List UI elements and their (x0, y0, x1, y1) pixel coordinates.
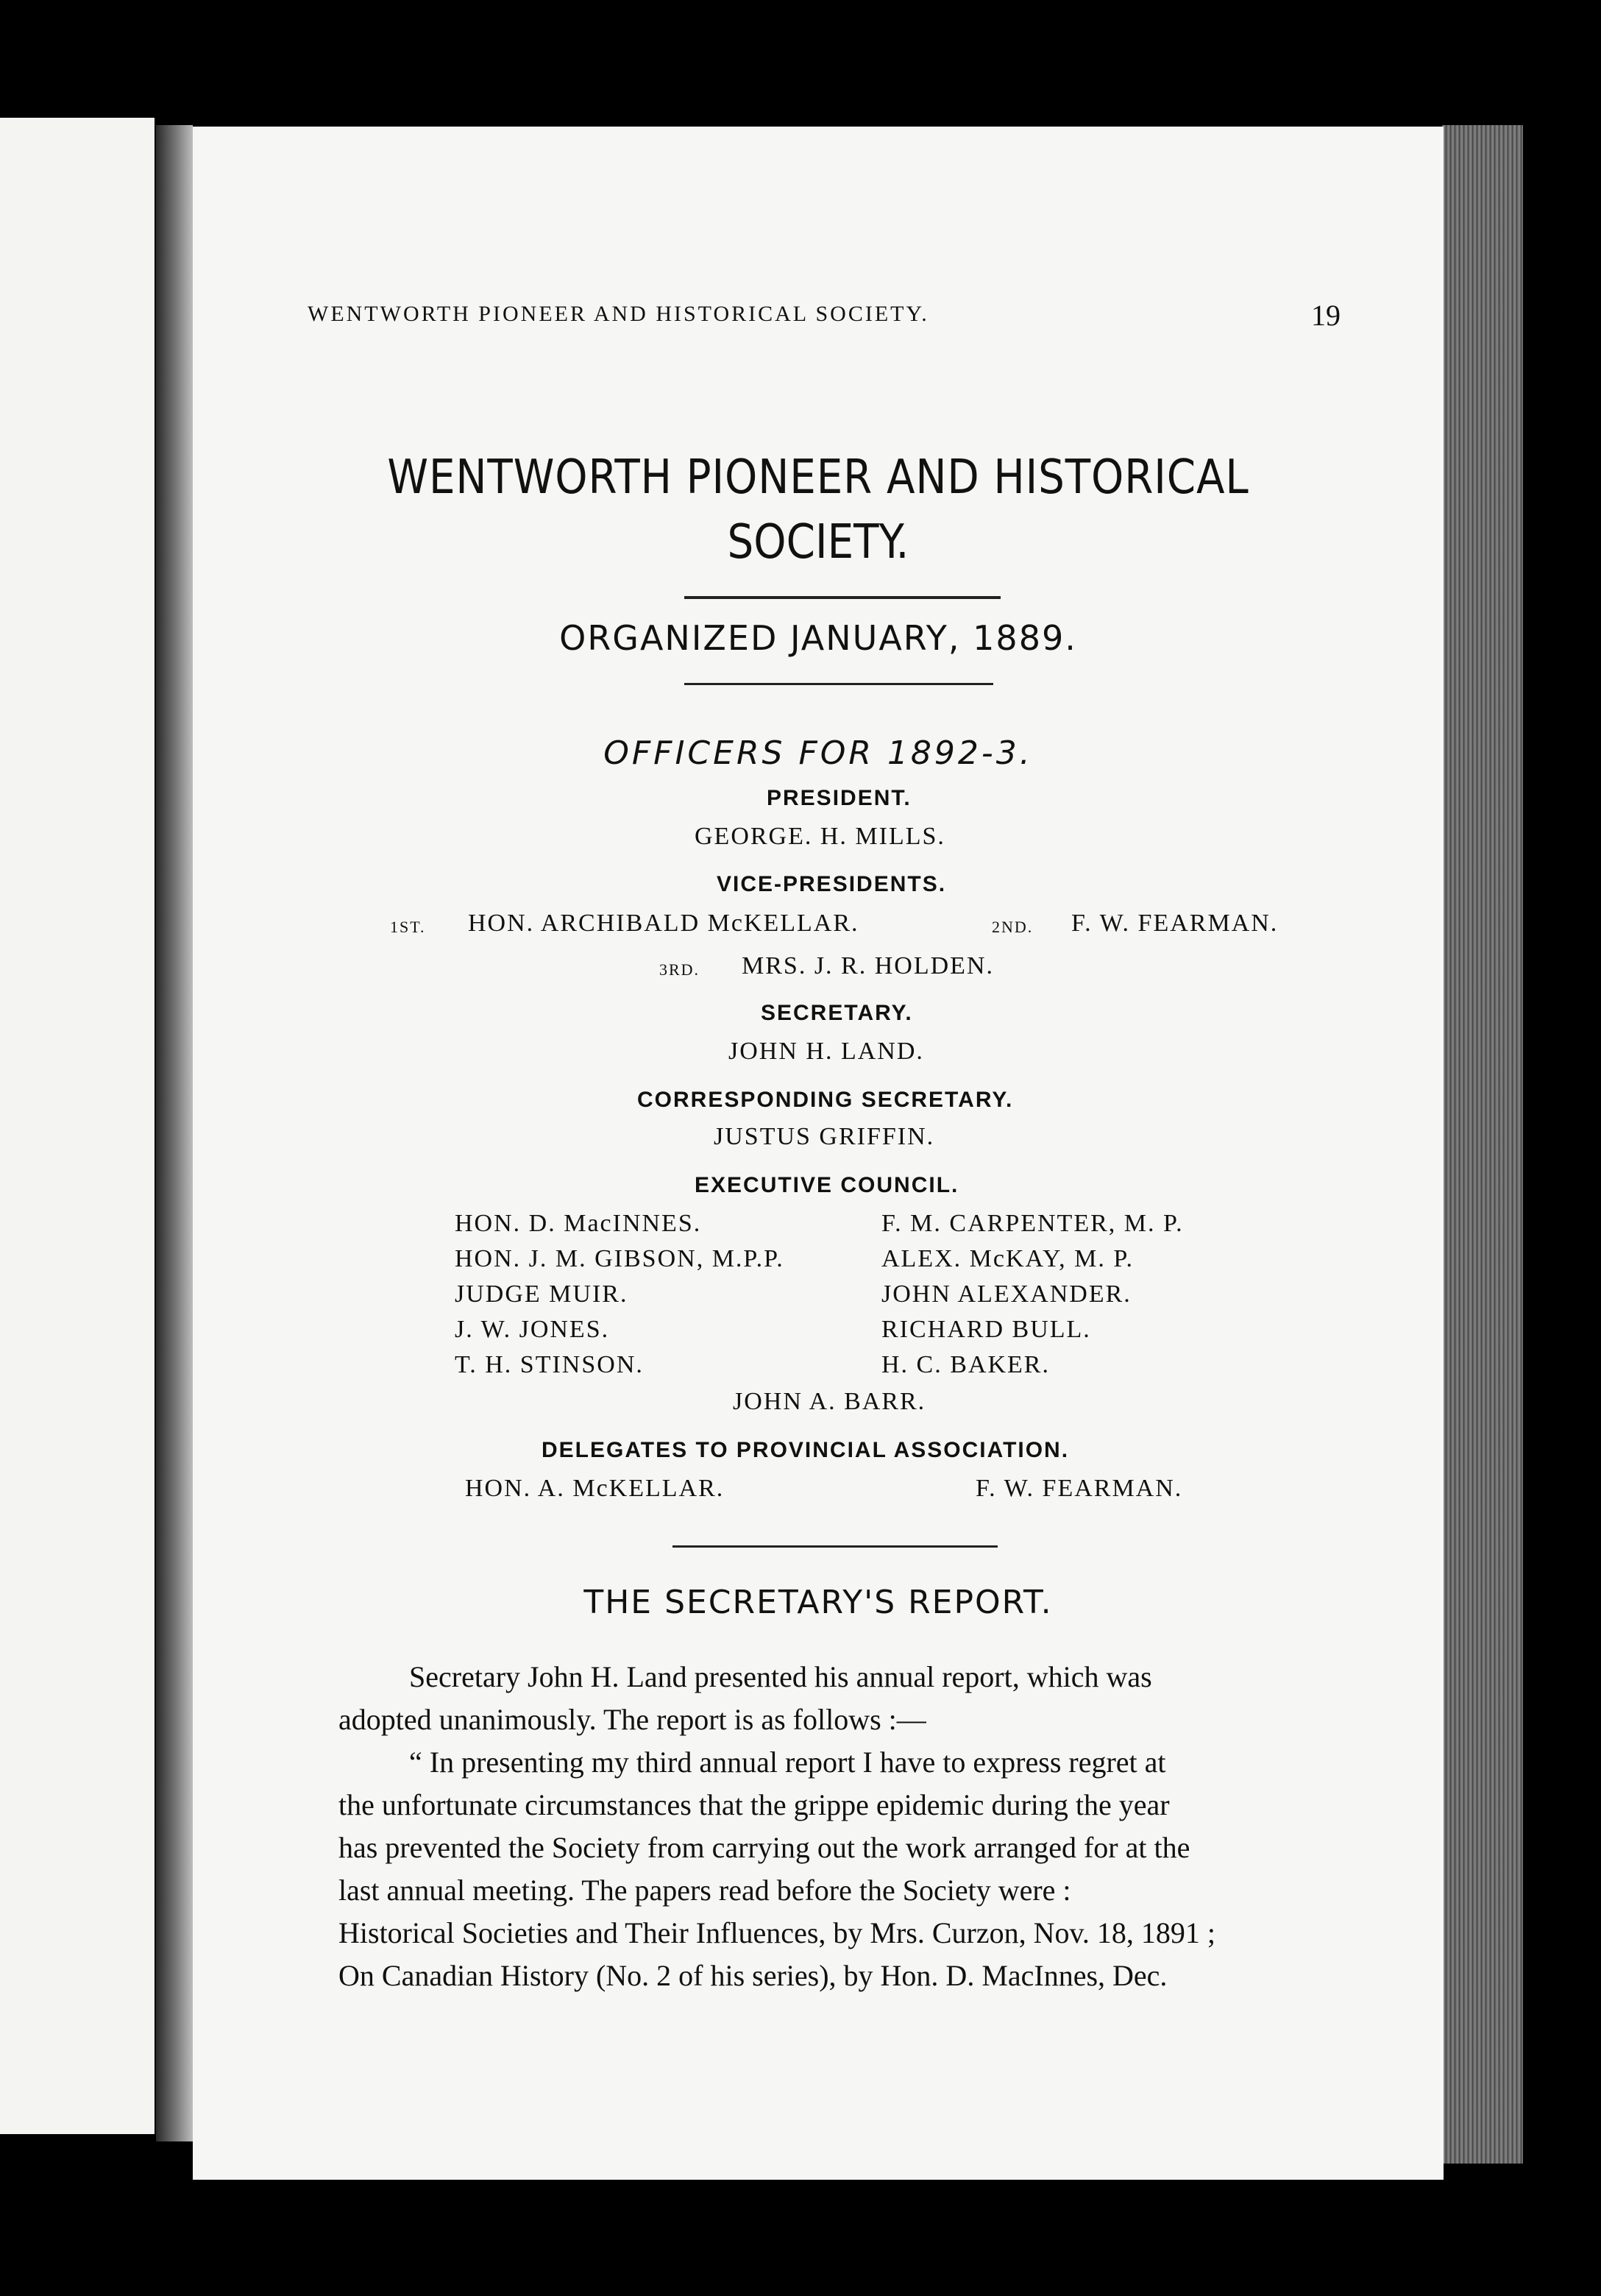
president-heading: PRESIDENT. (767, 786, 912, 810)
book-gutter (156, 125, 193, 2141)
vp-third-label: 3RD. (659, 960, 700, 979)
corresponding-secretary-heading: CORRESPONDING SECRETARY. (637, 1088, 1014, 1112)
report-line: the unfortunate circumstances that the grippe epidemic during the year (338, 1788, 1170, 1821)
organized-date: ORGANIZED JANUARY, 1889. (559, 618, 1077, 658)
page-number: 19 (1311, 299, 1341, 332)
left-page-edge (0, 118, 155, 2134)
council-member: H. C. BAKER. (881, 1351, 1050, 1378)
council-member: JOHN A. BARR. (733, 1388, 926, 1415)
corresponding-secretary-name: JUSTUS GRIFFIN. (714, 1123, 935, 1150)
report-line: Secretary John H. Land presented his annual report, which was (409, 1660, 1152, 1693)
vp-second-label: 2ND. (992, 918, 1034, 936)
running-head: WENTWORTH PIONEER AND HISTORICAL SOCIETY. (308, 302, 929, 326)
officers-heading: OFFICERS FOR 1892-3. (603, 734, 1033, 772)
council-member: HON. D. MacINNES. (455, 1210, 702, 1237)
council-member: T. H. STINSON. (455, 1351, 644, 1378)
page-title-line1: WENTWORTH PIONEER AND HISTORICAL (387, 450, 1249, 505)
council-member: JOHN ALEXANDER. (881, 1280, 1132, 1308)
report-line: has prevented the Society from carrying out the work arranged for at the (338, 1831, 1190, 1864)
vp-first-label: 1ST. (390, 918, 426, 936)
report-line: last annual meeting. The papers read before the Society were : (338, 1874, 1071, 1907)
report-line: adopted unanimously. The report is as follows :— (338, 1703, 926, 1736)
report-line: Historical Societies and Their Influences, by Mrs. Curzon, Nov. 18, 1891 ; (338, 1916, 1215, 1949)
executive-council-heading: EXECUTIVE COUNCIL. (695, 1173, 959, 1197)
vice-presidents-heading: VICE-PRESIDENTS. (717, 872, 947, 896)
vp-second-name: F. W. FEARMAN. (1071, 910, 1279, 937)
delegate-name: F. W. FEARMAN. (976, 1475, 1183, 1502)
council-member: ALEX. McKAY, M. P. (881, 1245, 1134, 1272)
council-member: HON. J. M. GIBSON, M.P.P. (455, 1245, 784, 1272)
report-line: On Canadian History (No. 2 of his series), by Hon. D. MacInnes, Dec. (338, 1959, 1168, 1992)
page-title-line2: SOCIETY. (727, 515, 909, 570)
report-title: THE SECRETARY'S REPORT. (583, 1584, 1053, 1621)
vp-third-name: MRS. J. R. HOLDEN. (742, 952, 994, 979)
vp-first-name: HON. ARCHIBALD McKELLAR. (468, 910, 859, 937)
council-member: J. W. JONES. (455, 1316, 610, 1343)
page-edges (1442, 125, 1523, 2164)
delegates-heading: DELEGATES TO PROVINCIAL ASSOCIATION. (542, 1438, 1070, 1462)
council-member: JUDGE MUIR. (455, 1280, 628, 1308)
council-member: RICHARD BULL. (881, 1316, 1091, 1343)
secretary-name: JOHN H. LAND. (728, 1038, 924, 1065)
council-member: F. M. CARPENTER, M. P. (881, 1210, 1184, 1237)
report-line: “ In presenting my third annual report I have to express regret at (409, 1746, 1166, 1779)
president-name: GEORGE. H. MILLS. (695, 823, 945, 850)
delegate-name: HON. A. McKELLAR. (465, 1475, 725, 1502)
secretary-heading: SECRETARY. (761, 1001, 913, 1025)
